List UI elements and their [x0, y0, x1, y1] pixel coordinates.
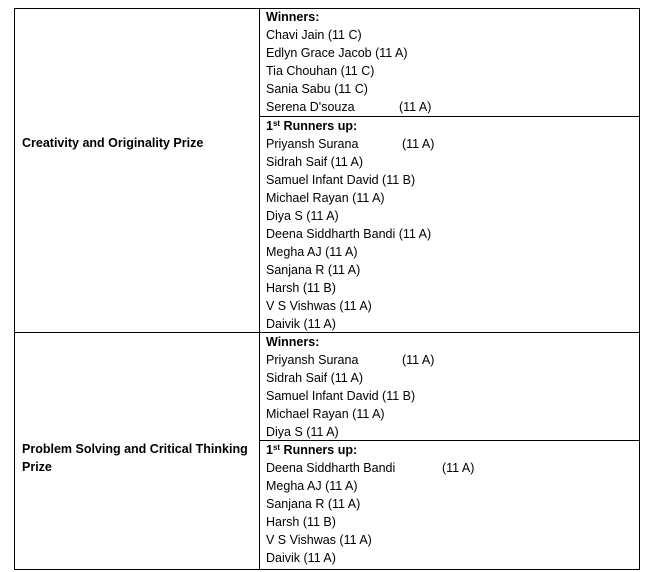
group-heading: Winners: — [266, 10, 320, 24]
group-heading: 1st Runners up: — [266, 443, 358, 457]
table-border-right — [639, 8, 640, 570]
list-item: Edlyn Grace Jacob (11 A) — [266, 46, 408, 60]
group-heading: Winners: — [266, 335, 320, 349]
list-item: V S Vishwas (11 A) — [266, 299, 372, 313]
group-heading: 1st Runners up: — [266, 119, 358, 133]
list-item: Priyansh Surana (11 A) — [266, 353, 435, 367]
list-item: Chavi Jain (11 C) — [266, 28, 362, 42]
list-item: Serena D'souza (11 A) — [266, 100, 432, 114]
list-item: V S Vishwas (11 A) — [266, 533, 372, 547]
runners-up-group — [266, 117, 636, 333]
list-item: Michael Rayan (11 A) — [266, 407, 385, 421]
column-divider — [259, 8, 260, 570]
winners-group — [266, 333, 636, 441]
list-item: Sanjana R (11 A) — [266, 497, 361, 511]
runners-up-group — [266, 441, 636, 567]
list-item: Samuel Infant David (11 B) — [266, 173, 416, 187]
list-item: Sidrah Saif (11 A) — [266, 155, 364, 169]
category-label: Problem Solving and Critical Thinking Prize — [22, 442, 248, 474]
winners-group — [266, 8, 636, 116]
list-item: Diya S (11 A) — [266, 209, 339, 223]
list-item: Sidrah Saif (11 A) — [266, 371, 364, 385]
table-border-bottom — [14, 569, 640, 570]
table-border-left — [14, 8, 15, 570]
list-item: Megha AJ (11 A) — [266, 479, 358, 493]
list-item: Megha AJ (11 A) — [266, 245, 358, 259]
list-item: Harsh (11 B) — [266, 281, 336, 295]
list-item: Diya S (11 A) — [266, 425, 339, 439]
list-item: Deena Siddharth Bandi (11 A) — [266, 461, 475, 475]
list-item: Harsh (11 B) — [266, 515, 336, 529]
category-label: Creativity and Originality Prize — [22, 136, 204, 150]
list-item: Sania Sabu (11 C) — [266, 82, 368, 96]
list-item: Daivik (11 A) — [266, 317, 336, 331]
list-item: Samuel Infant David (11 B) — [266, 389, 416, 403]
list-item: Tia Chouhan (11 C) — [266, 64, 375, 78]
list-item: Daivik (11 A) — [266, 551, 336, 565]
list-item: Deena Siddharth Bandi (11 A) — [266, 227, 432, 241]
list-item: Michael Rayan (11 A) — [266, 191, 385, 205]
prize-table — [14, 8, 640, 570]
list-item: Priyansh Surana (11 A) — [266, 137, 435, 151]
list-item: Sanjana R (11 A) — [266, 263, 361, 277]
